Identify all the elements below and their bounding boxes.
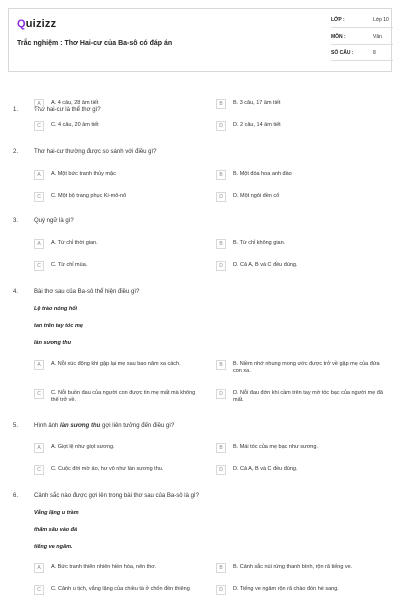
question-text-post: gợi liên tưởng đến điều gì? (100, 423, 175, 429)
option-letter: D (216, 192, 226, 202)
page-title: Trắc nghiệm : Thơ Hai-cư của Ba-sô có đáp án (17, 40, 173, 47)
option-letter: A (34, 443, 44, 453)
option-text: D. Cả A, B và C đều đúng. (233, 466, 298, 472)
option-letter: D (216, 261, 226, 271)
option-text: C. Nỗi buồn đau của người con được tin mẹ mất mà không thể trở về. (51, 390, 196, 403)
option-text: C. Từ chỉ mùa. (51, 262, 88, 268)
option-text: A. Nỗi xúc động khi gặp lại mẹ sau bao năm xa cách. (51, 361, 181, 367)
option-text: B. Một đóa hoa anh đào (233, 171, 292, 177)
question-text-emphasis: làn sương thu (60, 423, 101, 429)
option-text: A. 4 câu, 28 âm tiết (51, 100, 99, 106)
option-text: A. Bức tranh thiên nhiên hiền hòa, nên thơ. (51, 564, 157, 570)
option-letter: B (216, 443, 226, 453)
option-letter: D (216, 585, 226, 595)
question-text-pre: Hình ảnh (34, 423, 61, 429)
option-letter: B (216, 563, 226, 573)
question-number: 2. (13, 149, 19, 155)
option-letter: C (34, 389, 44, 399)
option-letter: C (34, 585, 44, 595)
meta-divider (331, 60, 393, 61)
option-letter: C (34, 261, 44, 271)
option-text: B. Cảnh sắc núi rừng thanh bình, rộn rã tiếng ve. (233, 564, 353, 570)
question-number: 6. (13, 493, 19, 499)
option-text: D. Một ngôi đền cổ (233, 193, 280, 199)
question-text: Quý ngữ là gì? (34, 218, 74, 224)
option-letter: A (34, 563, 44, 573)
option-text: C. Cảnh u tịch, vắng lặng của chiều tà ở chốn đền thiêng (51, 586, 190, 592)
question-text (34, 423, 174, 429)
option-letter: A (34, 99, 44, 109)
option-text: A. Từ chỉ thời gian. (51, 240, 98, 246)
meta-class-label: LỚP : (331, 17, 345, 23)
question-number: 1. (13, 107, 19, 113)
meta-subject-value: Văn (373, 34, 382, 40)
option-text: D. Cả A, B và C đều đúng. (233, 262, 298, 268)
option-letter: D (216, 121, 226, 131)
question-number: 5. (13, 423, 19, 429)
poem-line: làn sương thu (34, 340, 71, 346)
option-letter: C (34, 192, 44, 202)
option-text: B. Niềm nhớ nhung mong ước được trở về gặp mẹ của đứa con xa. (233, 361, 380, 374)
meta-count-value: 8 (373, 50, 376, 56)
question-text: Cảnh sắc nào được gợi lên trong bài thơ sau của Ba-sô là gì? (34, 493, 199, 499)
option-text: B. 3 câu, 17 âm tiết (233, 100, 281, 106)
option-text: D. 2 câu, 14 âm tiết (233, 122, 281, 128)
question-number: 3. (13, 218, 19, 224)
option-letter: B (216, 239, 226, 249)
poem-line: Lệ trào nóng hổi (34, 306, 78, 312)
meta-count-label: SỐ CÂU : (331, 50, 354, 56)
question-text: Thơ hai-cư thường được so sánh với điều gì? (34, 149, 157, 155)
option-letter: A (34, 239, 44, 249)
option-letter: B (216, 360, 226, 370)
poem-line: tiếng ve ngâm. (34, 544, 73, 550)
option-letter: D (216, 389, 226, 399)
question-number: 4. (13, 289, 19, 295)
quizizz-logo[interactable] (17, 18, 56, 30)
option-text: C. 4 câu, 20 âm tiết (51, 122, 99, 128)
option-text: D. Nỗi đau đớn khi cầm trên tay mớ tóc bạc của người mẹ đã mất. (233, 390, 383, 403)
option-letter: D (216, 465, 226, 475)
option-text: B. Mái tóc của mẹ bạc như sương. (233, 444, 318, 450)
quiz-header (8, 8, 392, 72)
option-letter: B (216, 99, 226, 109)
option-text: B. Từ chỉ không gian. (233, 240, 286, 246)
option-letter: C (34, 121, 44, 131)
question-text: Bài thơ sau của Ba-sô thể hiện điều gì? (34, 289, 140, 295)
option-text: D. Tiếng ve ngâm rộn rã chào đón hè sang. (233, 586, 339, 592)
option-letter: B (216, 170, 226, 180)
meta-class-value: Lớp 10 (373, 17, 389, 23)
option-letter: A (34, 170, 44, 180)
option-text: A. Một bức tranh thủy mặc (51, 171, 116, 177)
poem-line: thấm sâu vào đá (34, 527, 78, 533)
poem-line: tan trên tay tóc mẹ (34, 323, 83, 329)
meta-divider (331, 44, 393, 45)
poem-line: Vắng lặng u trầm (34, 510, 79, 516)
option-text: C. Cuộc đời mờ ảo, hư vô như làn sương thu. (51, 466, 164, 472)
meta-divider (331, 27, 393, 28)
option-text: A. Giọt lệ như giọt sương. (51, 444, 115, 450)
question-text: Thơ hai-cư là thể thơ gì? (34, 107, 101, 113)
option-text: C. Một bộ trang phục Ki-mô-nô (51, 193, 127, 199)
option-letter: C (34, 465, 44, 475)
option-letter: A (34, 360, 44, 370)
logo-text: Quizizz (17, 18, 57, 30)
meta-subject-label: MÔN : (331, 34, 346, 40)
